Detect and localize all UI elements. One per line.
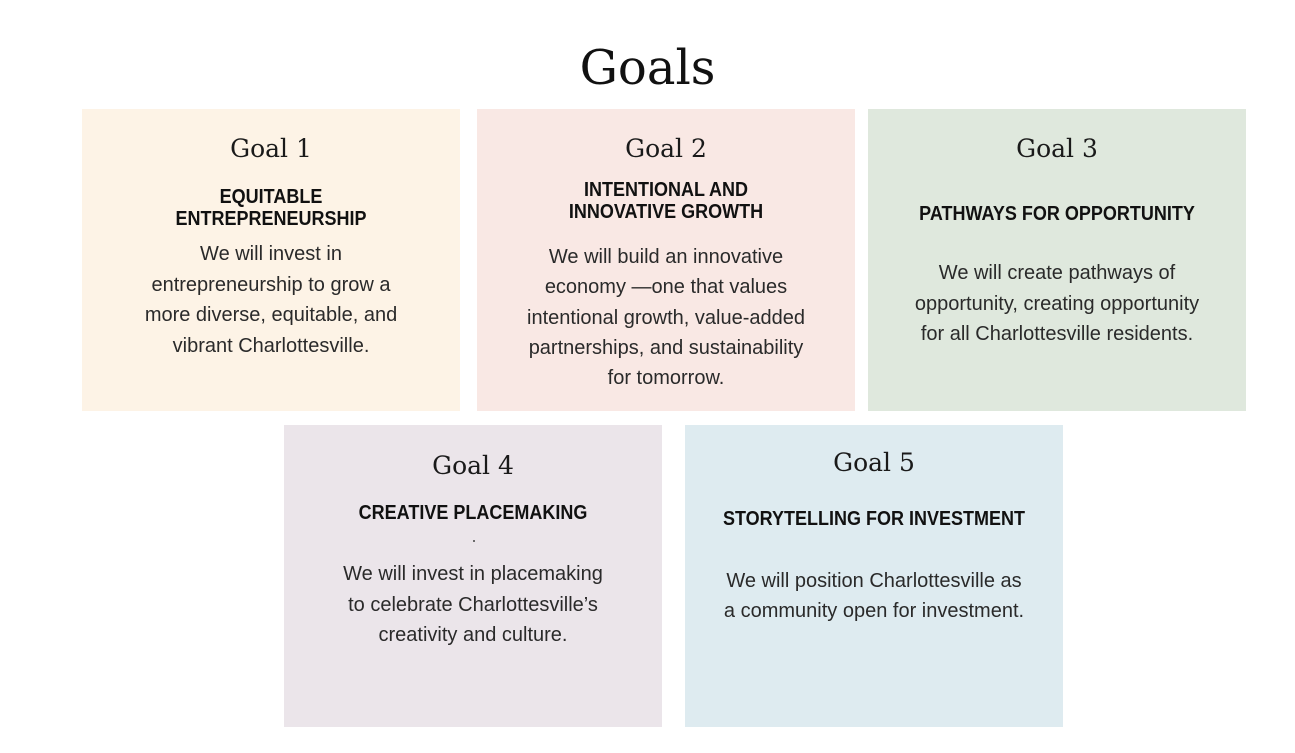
page-title: Goals <box>579 40 716 96</box>
goal-description-line: vibrant Charlottesville. <box>172 335 370 357</box>
goal-description-line: entrepreneurship to grow a <box>151 274 391 296</box>
goal-card-5 <box>685 425 1063 727</box>
goal-description-line: for all Charlottesville residents. <box>920 323 1194 345</box>
goal-label: Goal 5 <box>833 448 915 477</box>
goal-card-2 <box>477 109 855 411</box>
goal-heading-line: EQUITABLE <box>219 186 323 208</box>
decorative-dot <box>473 540 475 542</box>
goal-description-line: for tomorrow. <box>607 367 725 389</box>
goal-description-line: intentional growth, value-added <box>527 307 805 329</box>
goal-description-line: We will build an innovative <box>548 246 784 268</box>
goal-description-line: creativity and culture. <box>378 624 568 646</box>
goal-description-line: a community open for investment. <box>723 600 1025 622</box>
goal-description-line: to celebrate Charlottesville’s <box>348 594 598 616</box>
goal-card-1 <box>82 109 460 411</box>
goal-label: Goal 3 <box>1016 134 1098 163</box>
goal-description-line: partnerships, and sustainability <box>528 337 804 359</box>
goal-label: Goal 4 <box>432 451 514 480</box>
goal-card-3 <box>868 109 1246 411</box>
goal-heading-line: PATHWAYS FOR OPPORTUNITY <box>919 203 1195 225</box>
goal-description-line: opportunity, creating opportunity <box>914 293 1200 315</box>
goal-label: Goal 2 <box>625 134 707 163</box>
goal-description-line: We will create pathways of <box>938 262 1176 284</box>
goal-description-line: economy —one that values <box>544 276 788 298</box>
goal-description-line: We will position Charlottesville as <box>726 570 1022 592</box>
goal-description-line: more diverse, equitable, and <box>144 304 398 326</box>
goal-label: Goal 1 <box>230 134 312 163</box>
goal-heading-line: CREATIVE PLACEMAKING <box>358 502 588 524</box>
goal-card-4 <box>284 425 662 727</box>
goal-description-line: We will invest in placemaking <box>343 563 603 585</box>
goal-description-line: We will invest in <box>200 243 342 265</box>
goal-heading-line: INTENTIONAL AND <box>584 179 748 201</box>
goal-heading-line: INNOVATIVE GROWTH <box>568 201 764 223</box>
goal-heading-line: ENTREPRENEURSHIP <box>175 208 367 230</box>
goal-heading-line: STORYTELLING FOR INVESTMENT <box>722 508 1026 530</box>
